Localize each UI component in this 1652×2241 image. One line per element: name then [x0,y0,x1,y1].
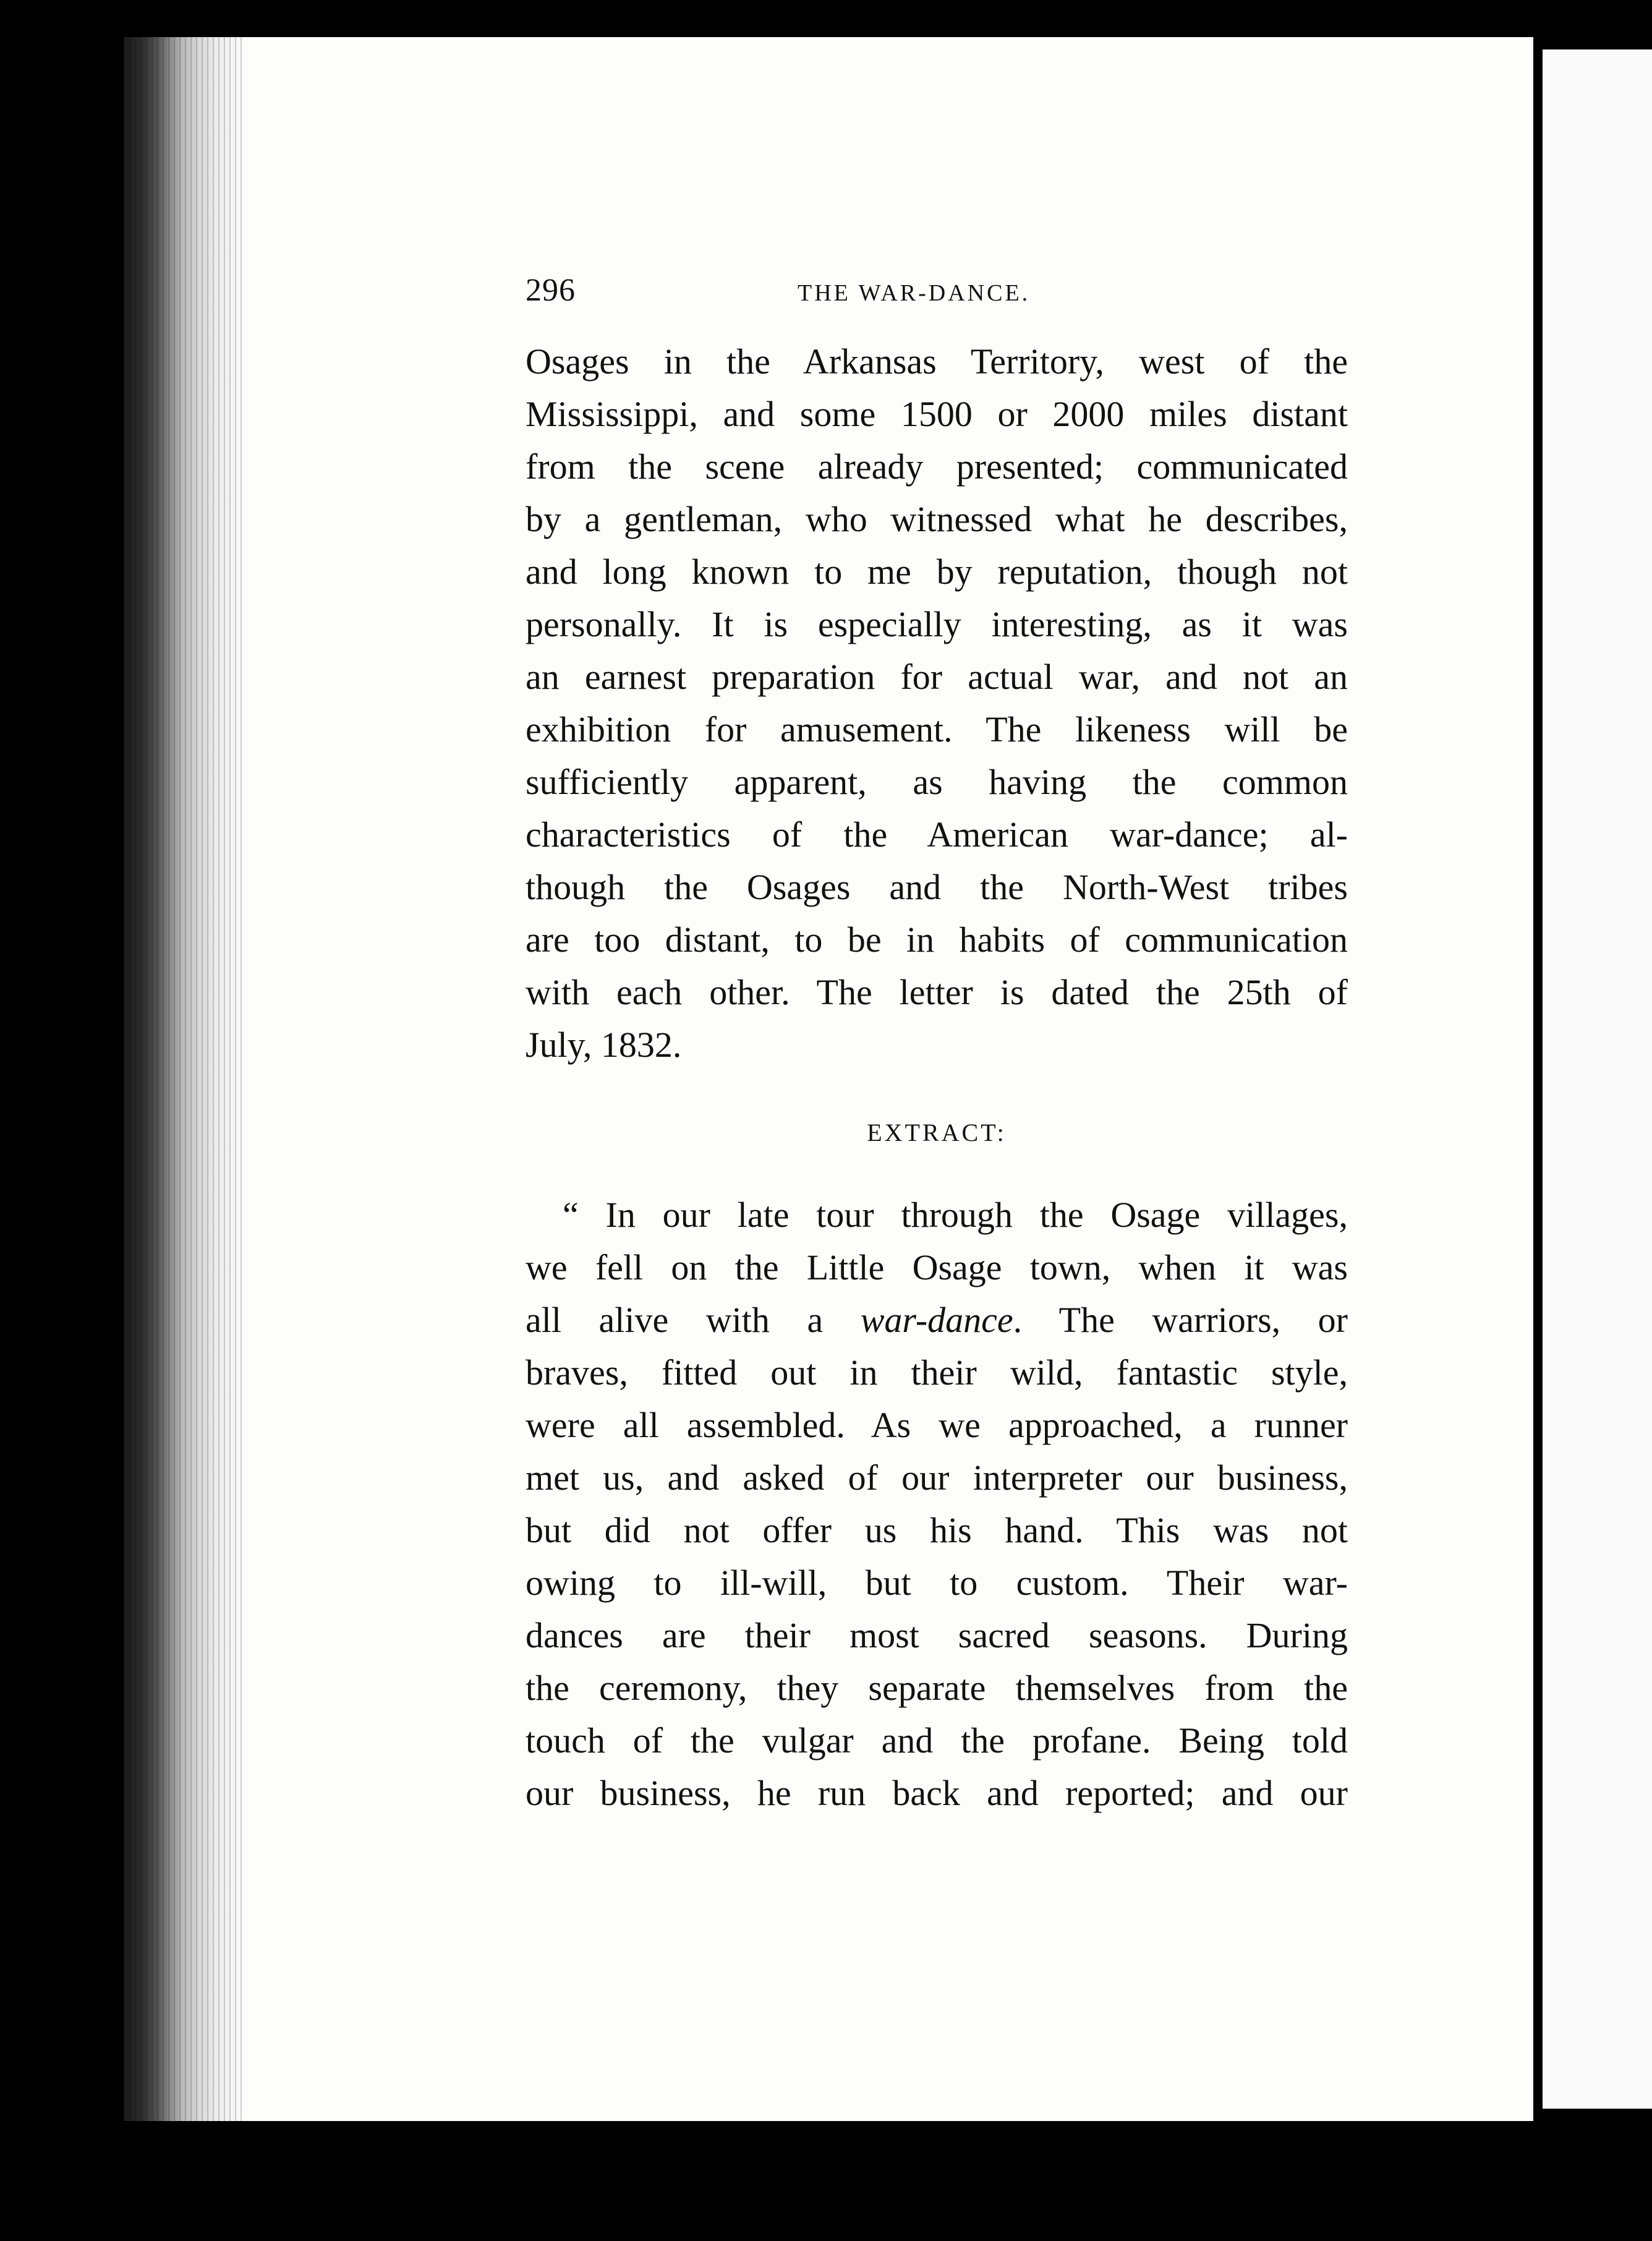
text-line: with each other. The letter is dated the 25th of [526,972,1348,1012]
text-line: from the scene already presented; communicated [526,446,1348,487]
text-line: met us, and asked of our interpreter our business, [526,1458,1348,1498]
text-line: touch of the vulgar and the profane. Being told [526,1720,1348,1761]
text-line: we fell on the Little Osage town, when it was [526,1247,1348,1287]
text-line: personally. It is especially interesting, as it was [526,604,1348,644]
page-header [526,272,1348,322]
text-line: the ceremony, they separate themselves from the [526,1668,1348,1708]
text-line: “ In our late tour through the Osage villages, [563,1195,1348,1235]
page-edge-lines [124,37,247,2121]
text-line: owing to ill-will, but to custom. Their war- [526,1563,1348,1603]
text-block [526,272,1348,1819]
text-line: braves, fitted out in their wild, fantastic style, [526,1352,1348,1393]
text-line: Osages in the Arkansas Territory, west of the [526,341,1348,382]
text-line: dances are their most sacred seasons. During [526,1615,1348,1655]
text-line: an earnest preparation for actual war, and not an [526,657,1348,697]
extract-paragraph [526,1189,1348,1819]
text-line: and long known to me by reputation, though not [526,552,1348,592]
text-line: all alive with a war-dance. The warriors, or [526,1300,1348,1340]
text-line: characteristics of the American war-dance; al- [526,814,1348,855]
page-number: 296 [526,273,576,308]
body-paragraph [526,335,1348,1071]
running-head: THE WAR-DANCE. [798,280,1031,306]
text-line: our business, he run back and reported; and our [526,1773,1348,1813]
text-line: Mississippi, and some 1500 or 2000 miles distant [526,394,1348,434]
text-line: are too distant, to be in habits of communication [526,920,1348,960]
facing-page-edge [1543,49,1652,2109]
text-line: sufficiently apparent, as having the common [526,762,1348,802]
text-line: but did not offer us his hand. This was not [526,1510,1348,1550]
text-line: by a gentleman, who witnessed what he describes, [526,499,1348,539]
text-line: were all assembled. As we approached, a runner [526,1405,1348,1445]
extract-heading: EXTRACT: [867,1119,1007,1146]
text-line: though the Osages and the North-West tribes [526,867,1348,907]
text-line: July, 1832. [526,1025,682,1065]
text-line: exhibition for amusement. The likeness will be [526,709,1348,749]
